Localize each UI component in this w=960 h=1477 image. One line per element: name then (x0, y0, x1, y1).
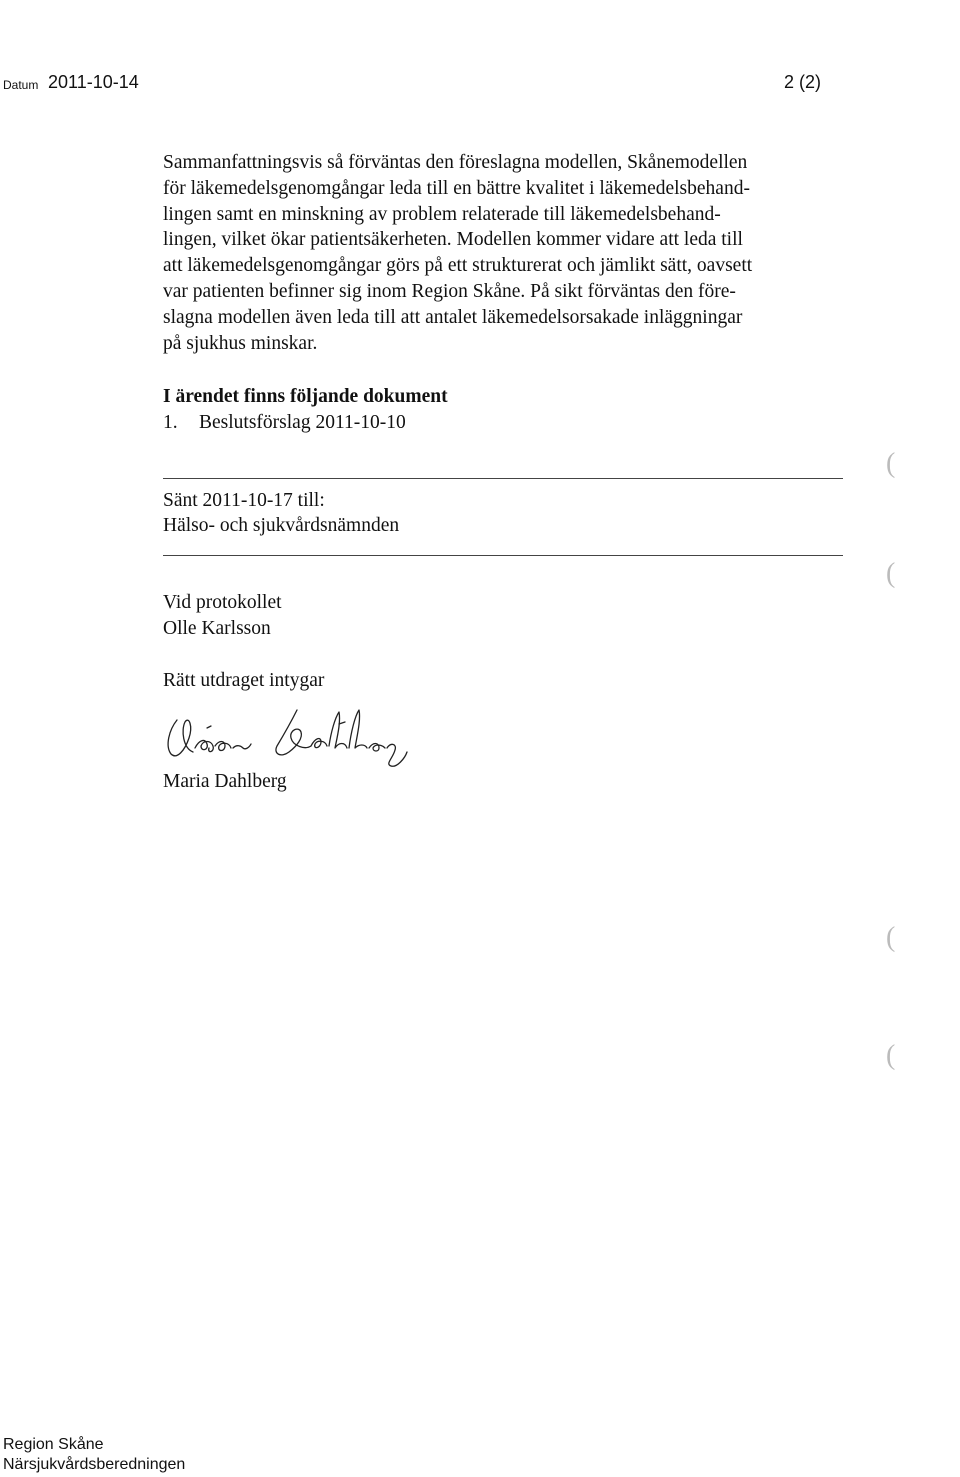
document-date: 2011-10-14 (48, 72, 139, 92)
protocol-label: Vid protokollet (163, 592, 282, 613)
divider-line (163, 555, 843, 556)
protocol-name: Olle Karlsson (163, 618, 271, 639)
margin-mark: ( (886, 922, 896, 953)
page-number: 2 (2) (784, 72, 822, 92)
summary-paragraph (163, 150, 833, 356)
divider-line (163, 478, 843, 479)
datum-label: Datum (3, 78, 39, 92)
signature-text: Maria Dahlberg (155, 702, 162, 703)
sent-date-label: Sänt 2011-10-17 till: (163, 490, 325, 511)
document-item-number: 1. (163, 412, 178, 433)
footer-organization: Region Skåne (3, 1436, 104, 1453)
sent-recipient: Hälso- och sjukvårdsnämnden (163, 515, 400, 536)
handwritten-signature (155, 702, 415, 770)
certifier-name: Maria Dahlberg (163, 771, 287, 792)
margin-mark: ( (886, 1040, 896, 1071)
certification-label: Rätt utdraget intygar (163, 670, 325, 691)
document-item: Beslutsförslag 2011-10-10 (199, 412, 406, 433)
margin-mark: ( (886, 558, 896, 589)
footer-department: Närsjukvårdsberedningen (3, 1456, 186, 1473)
paragraph-line: lingen samt en minskning av problem relaterade till läkemedelsbehand- (163, 203, 721, 225)
paragraph-line: på sjukhus minskar. (163, 332, 318, 354)
paragraph-line: Sammanfattningsvis så förväntas den föreslagna modellen, Skånemodellen (163, 152, 748, 173)
paragraph-line: för läkemedelsgenomgångar leda till en bättre kvalitet i läkemedelsbehand- (163, 177, 750, 199)
margin-mark: ( (886, 448, 896, 479)
paragraph-line: var patienten befinner sig inom Region Skåne. På sikt förväntas den före- (163, 280, 736, 302)
documents-heading: I ärendet finns följande dokument (163, 386, 448, 407)
paragraph-line: att läkemedelsgenomgångar görs på ett strukturerat och jämlikt sätt, oavsett (163, 255, 753, 277)
paragraph-line: slagna modellen även leda till att antalet läkemedelsorsakade inläggningar (163, 306, 743, 328)
paragraph-line: lingen, vilket ökar patientsäkerheten. Modellen kommer vidare att leda till (163, 229, 743, 251)
